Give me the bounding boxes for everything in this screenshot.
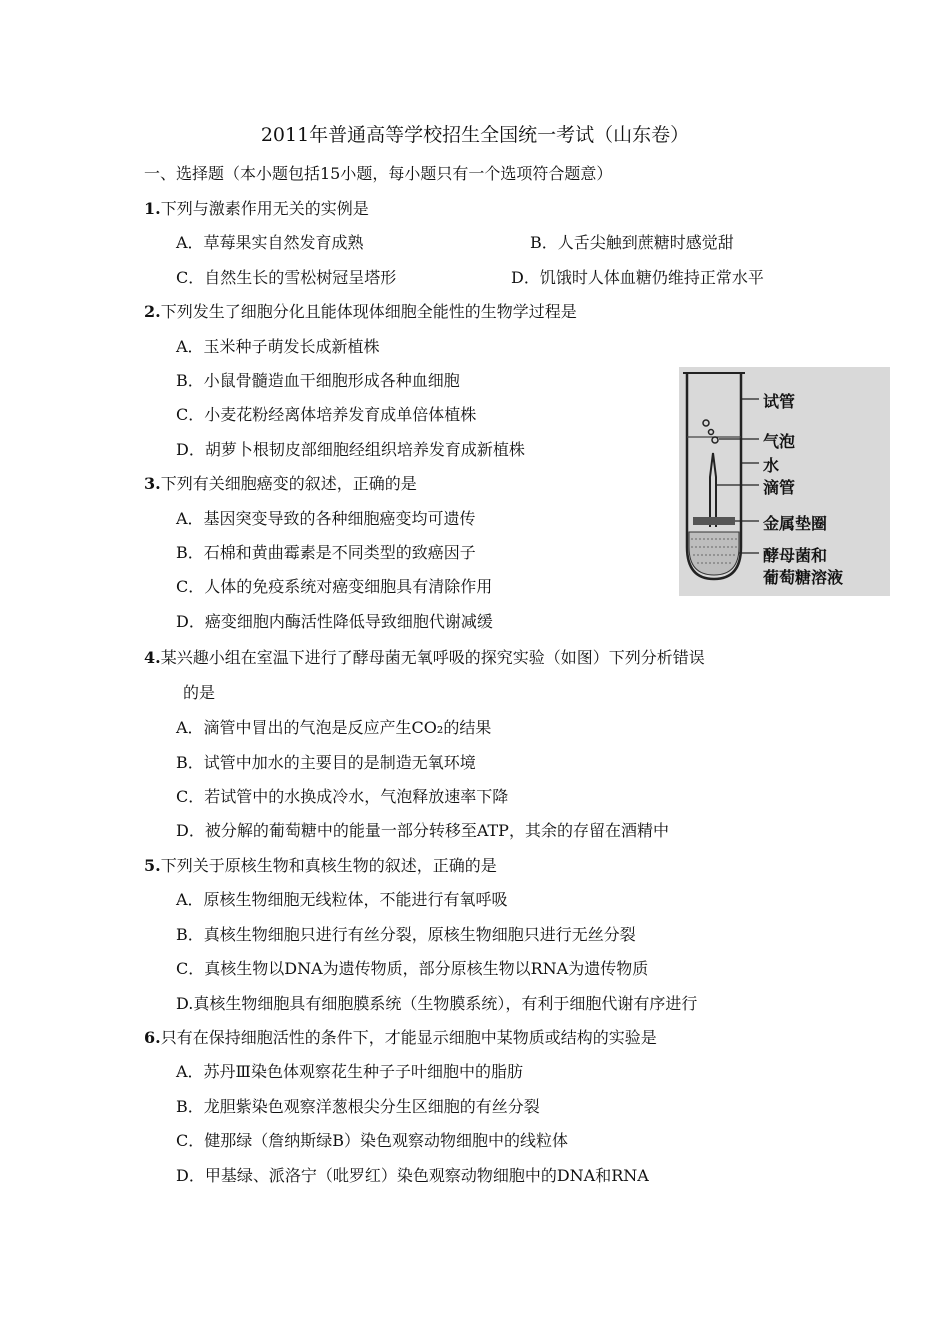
question-text: 只有在保持细胞活性的条件下，才能显示细胞中某物质或结构的实验是	[160, 1028, 657, 1047]
option-6b: B．龙胆紫染色观察洋葱根尖分生区细胞的有丝分裂	[176, 1097, 540, 1116]
option-2a: A．玉米种子萌发长成新植株	[176, 337, 380, 356]
question-3-stem	[144, 474, 417, 494]
option-2c: C．小麦花粉经离体培养发育成单倍体植株	[176, 405, 477, 424]
question-text: 下列关于原核生物和真核生物的叙述，正确的是	[160, 856, 497, 875]
option-3c: C．人体的免疫系统对癌变细胞具有清除作用	[176, 577, 493, 596]
option-4c: C．若试管中的水换成冷水，气泡释放速率下降	[176, 787, 509, 806]
option-1a: A．草莓果实自然发育成熟	[176, 233, 364, 252]
section-heading: 一、选择题（本小题包括15小题，每小题只有一个选项符合题意）	[144, 164, 613, 183]
question-1-stem	[144, 199, 369, 219]
option-6d: D．甲基绿、派洛宁（吡罗红）染色观察动物细胞中的DNA和RNA	[176, 1166, 649, 1185]
figure-label-yeast: 酵母菌和	[763, 546, 828, 565]
figure-label-glucose-solution: 葡萄糖溶液	[763, 568, 844, 587]
figure-label-water: 水	[763, 456, 780, 475]
question-number: 4.	[144, 648, 161, 667]
question-6-stem	[144, 1028, 657, 1048]
option-2d: D．胡萝卜根韧皮部细胞经组织培养发育成新植株	[176, 440, 525, 459]
bubble	[712, 437, 718, 443]
question-2-stem	[144, 302, 577, 322]
figure-label-test-tube: 试管	[763, 392, 796, 411]
option-4a: A．滴管中冒出的气泡是反应产生CO₂的结果	[176, 718, 492, 737]
dropper	[710, 453, 716, 527]
question-text: 下列发生了细胞分化且能体现体细胞全能性的生物学过程是	[160, 302, 577, 321]
question-number: 6.	[144, 1028, 161, 1047]
question-text: 下列有关细胞癌变的叙述，正确的是	[160, 474, 417, 493]
metal-washer	[693, 517, 735, 525]
option-6a: A．苏丹Ⅲ染色体观察花生种子子叶细胞中的脂肪	[176, 1062, 523, 1081]
option-1c: C．自然生长的雪松树冠呈塔形	[176, 268, 397, 287]
option-6c: C．健那绿（詹纳斯绿B）染色观察动物细胞中的线粒体	[176, 1131, 569, 1150]
yeast-solution	[689, 532, 739, 575]
question-5-stem	[144, 856, 497, 876]
option-4b: B．试管中加水的主要目的是制造无氧环境	[176, 753, 476, 772]
page-title: 2011年普通高等学校招生全国统一考试（山东卷）	[260, 124, 690, 146]
option-5a: A．原核生物细胞无线粒体，不能进行有氧呼吸	[176, 890, 508, 909]
experiment-figure	[679, 367, 890, 596]
option-5d: D.真核生物细胞具有细胞膜系统（生物膜系统），有利于细胞代谢有序进行	[176, 994, 698, 1013]
option-3a: A．基因突变导致的各种细胞癌变均可遗传	[176, 509, 476, 528]
figure-label-bubble: 气泡	[763, 432, 796, 451]
question-4-stem	[144, 648, 705, 668]
figure-label-dropper: 滴管	[763, 478, 796, 497]
option-5b: B．真核生物细胞只进行有丝分裂，原核生物细胞只进行无丝分裂	[176, 925, 636, 944]
option-1d: D．饥饿时人体血糖仍维持正常水平	[511, 268, 764, 287]
question-number: 3.	[144, 474, 161, 493]
figure-label-metal-washer: 金属垫圈	[763, 514, 828, 533]
question-text: 下列与激素作用无关的实例是	[160, 199, 369, 218]
question-number: 5.	[144, 856, 161, 875]
option-3b: B．石棉和黄曲霉素是不同类型的致癌因子	[176, 543, 476, 562]
question-number: 1.	[144, 199, 161, 218]
option-1b: B．人舌尖触到蔗糖时感觉甜	[530, 233, 734, 252]
option-2b: B．小鼠骨髓造血干细胞形成各种血细胞	[176, 371, 460, 390]
option-4d: D．被分解的葡萄糖中的能量一部分转移至ATP，其余的存留在酒精中	[176, 821, 669, 840]
bubble	[703, 420, 709, 426]
question-4-stem-continued: 的是	[183, 683, 216, 702]
option-3d: D．癌变细胞内酶活性降低导致细胞代谢减缓	[176, 612, 493, 631]
option-5c: C．真核生物以DNA为遗传物质，部分原核生物以RNA为遗传物质	[176, 959, 649, 978]
question-text: 某兴趣小组在室温下进行了酵母菌无氧呼吸的探究实验（如图）下列分析错误	[160, 648, 705, 667]
bubble	[709, 430, 714, 435]
question-number: 2.	[144, 302, 161, 321]
